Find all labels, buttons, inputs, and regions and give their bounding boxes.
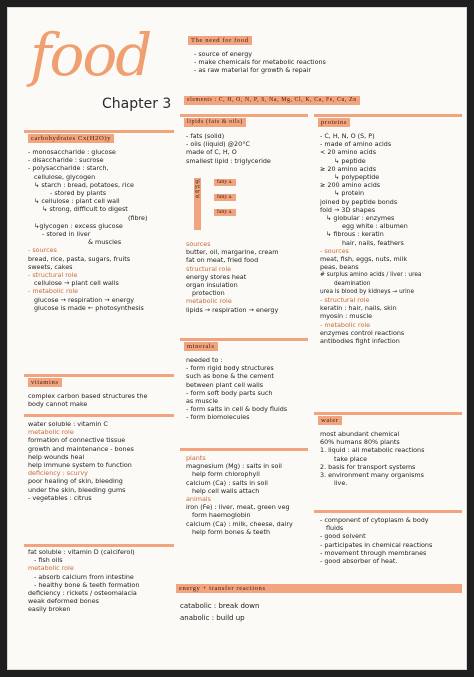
lipids-list: [186, 132, 271, 165]
proteins-line: egg white : albumen: [342, 222, 408, 231]
carbs-line: - disaccharide : sucrose: [28, 156, 104, 165]
water-line: 2. basis for transport systems: [320, 462, 416, 471]
proteins-line: < 20 amino acids: [320, 148, 377, 157]
divider: [180, 338, 308, 341]
carbs-line: sweets, cakes: [28, 262, 73, 271]
proteins-line: - structural role: [320, 296, 370, 305]
chapter-label: Chapter 3: [102, 96, 172, 112]
carbs-line: ↳ strong, difficult to digest: [42, 205, 128, 214]
divider: [24, 374, 174, 377]
proteins-line: deamination: [334, 280, 371, 287]
water-line: 3. environment many organisms: [320, 471, 424, 480]
water-line: most abundant chemical: [320, 430, 400, 438]
vitamins-line: help immune system to function: [28, 461, 132, 470]
vitamins-line: formation of connective tissue: [28, 436, 126, 445]
fatty-acid: fatty a.: [214, 194, 236, 201]
divider: [180, 114, 308, 117]
proteins-line: joined by peptide bonds: [320, 197, 398, 206]
proteins-line: ≥ 20 amino acids: [320, 164, 377, 173]
minerals-heading: minerals: [184, 342, 218, 351]
fatty-acid-list: [214, 178, 236, 217]
carbs-line: ↳ starch : bread, potatoes, rice: [34, 180, 134, 189]
water-line: - participates in chemical reactions: [320, 540, 433, 549]
vitamins-intro-line: complex carbon based structures the: [28, 392, 148, 400]
proteins-line: enzymes control reactions: [320, 328, 405, 337]
vitamins-line: poor healing of skin, bleeding: [28, 477, 123, 486]
proteins-line: peas, beans: [320, 263, 359, 272]
vitamins-intro: [28, 392, 147, 408]
minerals-line: - form soft body parts such: [186, 388, 273, 397]
proteins-line: ↳ protein: [334, 189, 365, 198]
water-line: 1. liquid : all metabolic reactions: [320, 446, 425, 455]
divider: [24, 544, 174, 547]
vitamins-line: metabolic role: [28, 564, 74, 573]
minerals-line: help form chlorophyll: [192, 470, 260, 479]
carbs-line: - sources: [28, 246, 57, 255]
minerals-line: help form bones & teeth: [192, 527, 271, 536]
minerals-line: form haemoglobin: [192, 511, 251, 520]
carbs-line: - stored by plants: [50, 189, 107, 198]
water-list: [320, 430, 424, 487]
energy-line: anabolic : build up: [180, 614, 245, 622]
need-item: - as raw material for growth & repair: [194, 66, 312, 75]
carbs-line: cellulose, glycogen: [34, 172, 96, 181]
glycerol-bar: [194, 178, 201, 230]
divider: [314, 510, 462, 513]
carbs-line: - monosaccharide : glucose: [28, 148, 116, 156]
water-line: fluids: [326, 524, 344, 533]
proteins-line: antibodies fight infection: [320, 337, 400, 346]
vitamins-line: weak deformed bones: [28, 597, 99, 606]
need-item: - source of energy: [194, 50, 253, 58]
minerals-list-2: [186, 454, 293, 536]
energy-heading: energy + transfer reactions: [176, 584, 462, 593]
vitamins-heading: vitamins: [28, 378, 62, 387]
proteins-line: fold → 3D shapes: [320, 205, 376, 214]
carbs-line: & muscles: [88, 238, 122, 247]
lipids-line: energy stores heat: [186, 272, 247, 281]
minerals-line: calcium (Ca) : milk, cheese, dairy: [186, 519, 293, 528]
proteins-line: ≥ 200 amino acids: [320, 181, 381, 190]
carbs-line: - metabolic role: [28, 287, 79, 296]
water-line: take place: [334, 454, 368, 463]
divider: [180, 448, 308, 451]
minerals-line: such as bone & the cement: [186, 372, 274, 381]
minerals-line: - form biomolecules: [186, 413, 250, 422]
vitamins-line: - healthy bone & teeth formation: [34, 580, 140, 589]
proteins-line: hair, nails, feathers: [342, 238, 404, 247]
proteins-line: ↳ fibrous : keratin: [326, 230, 384, 239]
lipids-list-2: [186, 240, 278, 314]
proteins-line: myosin : muscle: [320, 312, 373, 321]
carbs-list: [28, 148, 148, 312]
minerals-line: - form salts in cell & body fluids: [186, 405, 288, 414]
proteins-line: - made of amino acids: [320, 140, 392, 149]
vitamins-list: [28, 420, 134, 502]
minerals-line: help cell walls attach: [192, 486, 260, 495]
carbs-line: bread, rice, pasta, sugars, fruits: [28, 254, 131, 263]
lipids-line: - oils (liquid) @20°C: [186, 140, 250, 149]
title-food: food: [30, 21, 151, 89]
lipids-line: fat on meat, fried food: [186, 256, 259, 265]
divider: [314, 114, 462, 117]
vitamins-line: deficiency : rickets / osteomalacia: [28, 589, 137, 598]
minerals-line: needed to :: [186, 356, 223, 364]
proteins-line: urea is blood by kidneys → urine: [320, 288, 415, 295]
carbs-line: ↳ cellulose : plant cell wall: [34, 197, 120, 206]
vitamins-line: - fish oils: [34, 556, 63, 565]
vitamins-line: deficiency : scurvy: [28, 469, 88, 478]
water-line: live.: [334, 479, 348, 488]
divider: [314, 412, 462, 415]
lipids-line: organ insulation: [186, 281, 238, 290]
lipids-line: protection: [192, 289, 225, 298]
vitamins-intro-line: body cannot make: [28, 400, 88, 409]
vitamins-line: - vegetables : citrus: [28, 493, 92, 502]
lipids-line: butter, oil, margarine, cream: [186, 248, 279, 257]
minerals-line: plants: [186, 454, 206, 462]
lipids-heading: lipids (fats & oils): [184, 118, 246, 127]
vitamins-line: water soluble : vitamin C: [28, 420, 108, 428]
glycerol-label: glycerol: [194, 180, 201, 200]
water-line: 60% humans 80% plants: [320, 438, 400, 447]
carbs-line: ↳glycogen : excess glucose: [34, 221, 123, 230]
minerals-line: between plant cell walls: [186, 380, 264, 389]
need-heading: The need for food: [188, 36, 252, 45]
minerals-list: [186, 356, 287, 422]
need-item: - make chemicals for metabolic reactions: [194, 58, 326, 67]
lipids-line: smallest lipid : triglyceride: [186, 156, 271, 165]
water-list-2: [320, 516, 432, 565]
need-list: [194, 50, 326, 75]
elements-line: elements : C, H, O, N, P, S, Na, Mg, Cl, K, Ca, Fe, Cu, Zn: [184, 96, 360, 105]
lipids-line: - fats (solid): [186, 132, 225, 140]
carbs-line: - structural role: [28, 271, 78, 280]
carbs-line: cellulose → plant cell walls: [34, 279, 119, 288]
proteins-line: ↳ globular : enzymes: [326, 214, 395, 223]
carbs-line: - polysaccharide : starch,: [28, 164, 109, 173]
vitamins-line: under the skin, bleeding gums: [28, 485, 126, 494]
divider: [24, 130, 174, 133]
water-line: - good solvent: [320, 532, 366, 541]
proteins-line: meat, fish, eggs, nuts, milk: [320, 255, 408, 264]
fatty-acid: fatty a.: [214, 179, 236, 186]
carbs-line: glucose → respiration → energy: [34, 295, 135, 304]
proteins-list: [320, 132, 421, 345]
proteins-line: ↳ peptide: [334, 156, 366, 165]
vitamins-line: fat soluble : vitamin D (calciferol): [28, 548, 135, 556]
water-line: - good absorber of heat.: [320, 557, 398, 566]
fatty-acid: fatty a.: [214, 209, 236, 216]
carbs-heading: carbohydrates Cx(H2O)y: [28, 134, 114, 143]
lipids-line: structural role: [186, 264, 232, 273]
lipids-line: lipids → respiration → energy: [186, 305, 279, 314]
energy-line: catabolic : break down: [180, 602, 260, 610]
minerals-line: - form rigid body structures: [186, 364, 274, 373]
proteins-heading: proteins: [318, 118, 350, 127]
carbs-line: glucose is made ← photosynthesis: [34, 303, 144, 312]
carbs-line: - stored in liver: [42, 230, 91, 239]
energy-list: [180, 600, 259, 624]
proteins-line: keratin : hair, nails, skin: [320, 304, 397, 313]
lipids-line: metabolic role: [186, 297, 232, 306]
minerals-line: calcium (Ca) : salts in soil: [186, 478, 268, 487]
proteins-line: # surplus amino acids / liver : urea: [320, 272, 422, 279]
water-line: - movement through membranes: [320, 548, 427, 557]
proteins-line: ↳ polypeptide: [334, 173, 380, 182]
minerals-line: magnesium (Mg) : salts in soil: [186, 462, 282, 471]
minerals-line: iron (Fe) : liver, meat, green veg: [186, 503, 290, 512]
vitamins-line: easily broken: [28, 605, 71, 614]
lipids-line: sources: [186, 240, 211, 248]
proteins-line: - C, H, N, O (S, P): [320, 132, 375, 140]
minerals-line: animals: [186, 495, 211, 504]
divider: [24, 414, 174, 417]
vitamins-line: metabolic role: [28, 428, 74, 437]
minerals-line: as muscle: [186, 397, 219, 406]
notes-page: [8, 8, 466, 669]
water-line: - component of cytoplasm & body: [320, 516, 429, 524]
carbs-line: (fibre): [128, 213, 148, 222]
vitamins-line: help wounds heal: [28, 452, 85, 461]
vitamins-line: growth and maintenance - bones: [28, 444, 134, 453]
vitamins-list-2: [28, 548, 139, 614]
lipids-line: made of C, H, O: [186, 148, 237, 157]
water-heading: water: [318, 416, 342, 425]
proteins-line: - metabolic role: [320, 320, 371, 329]
proteins-line: - sources: [320, 246, 349, 255]
vitamins-line: - absorb calcium from intestine: [34, 572, 134, 581]
